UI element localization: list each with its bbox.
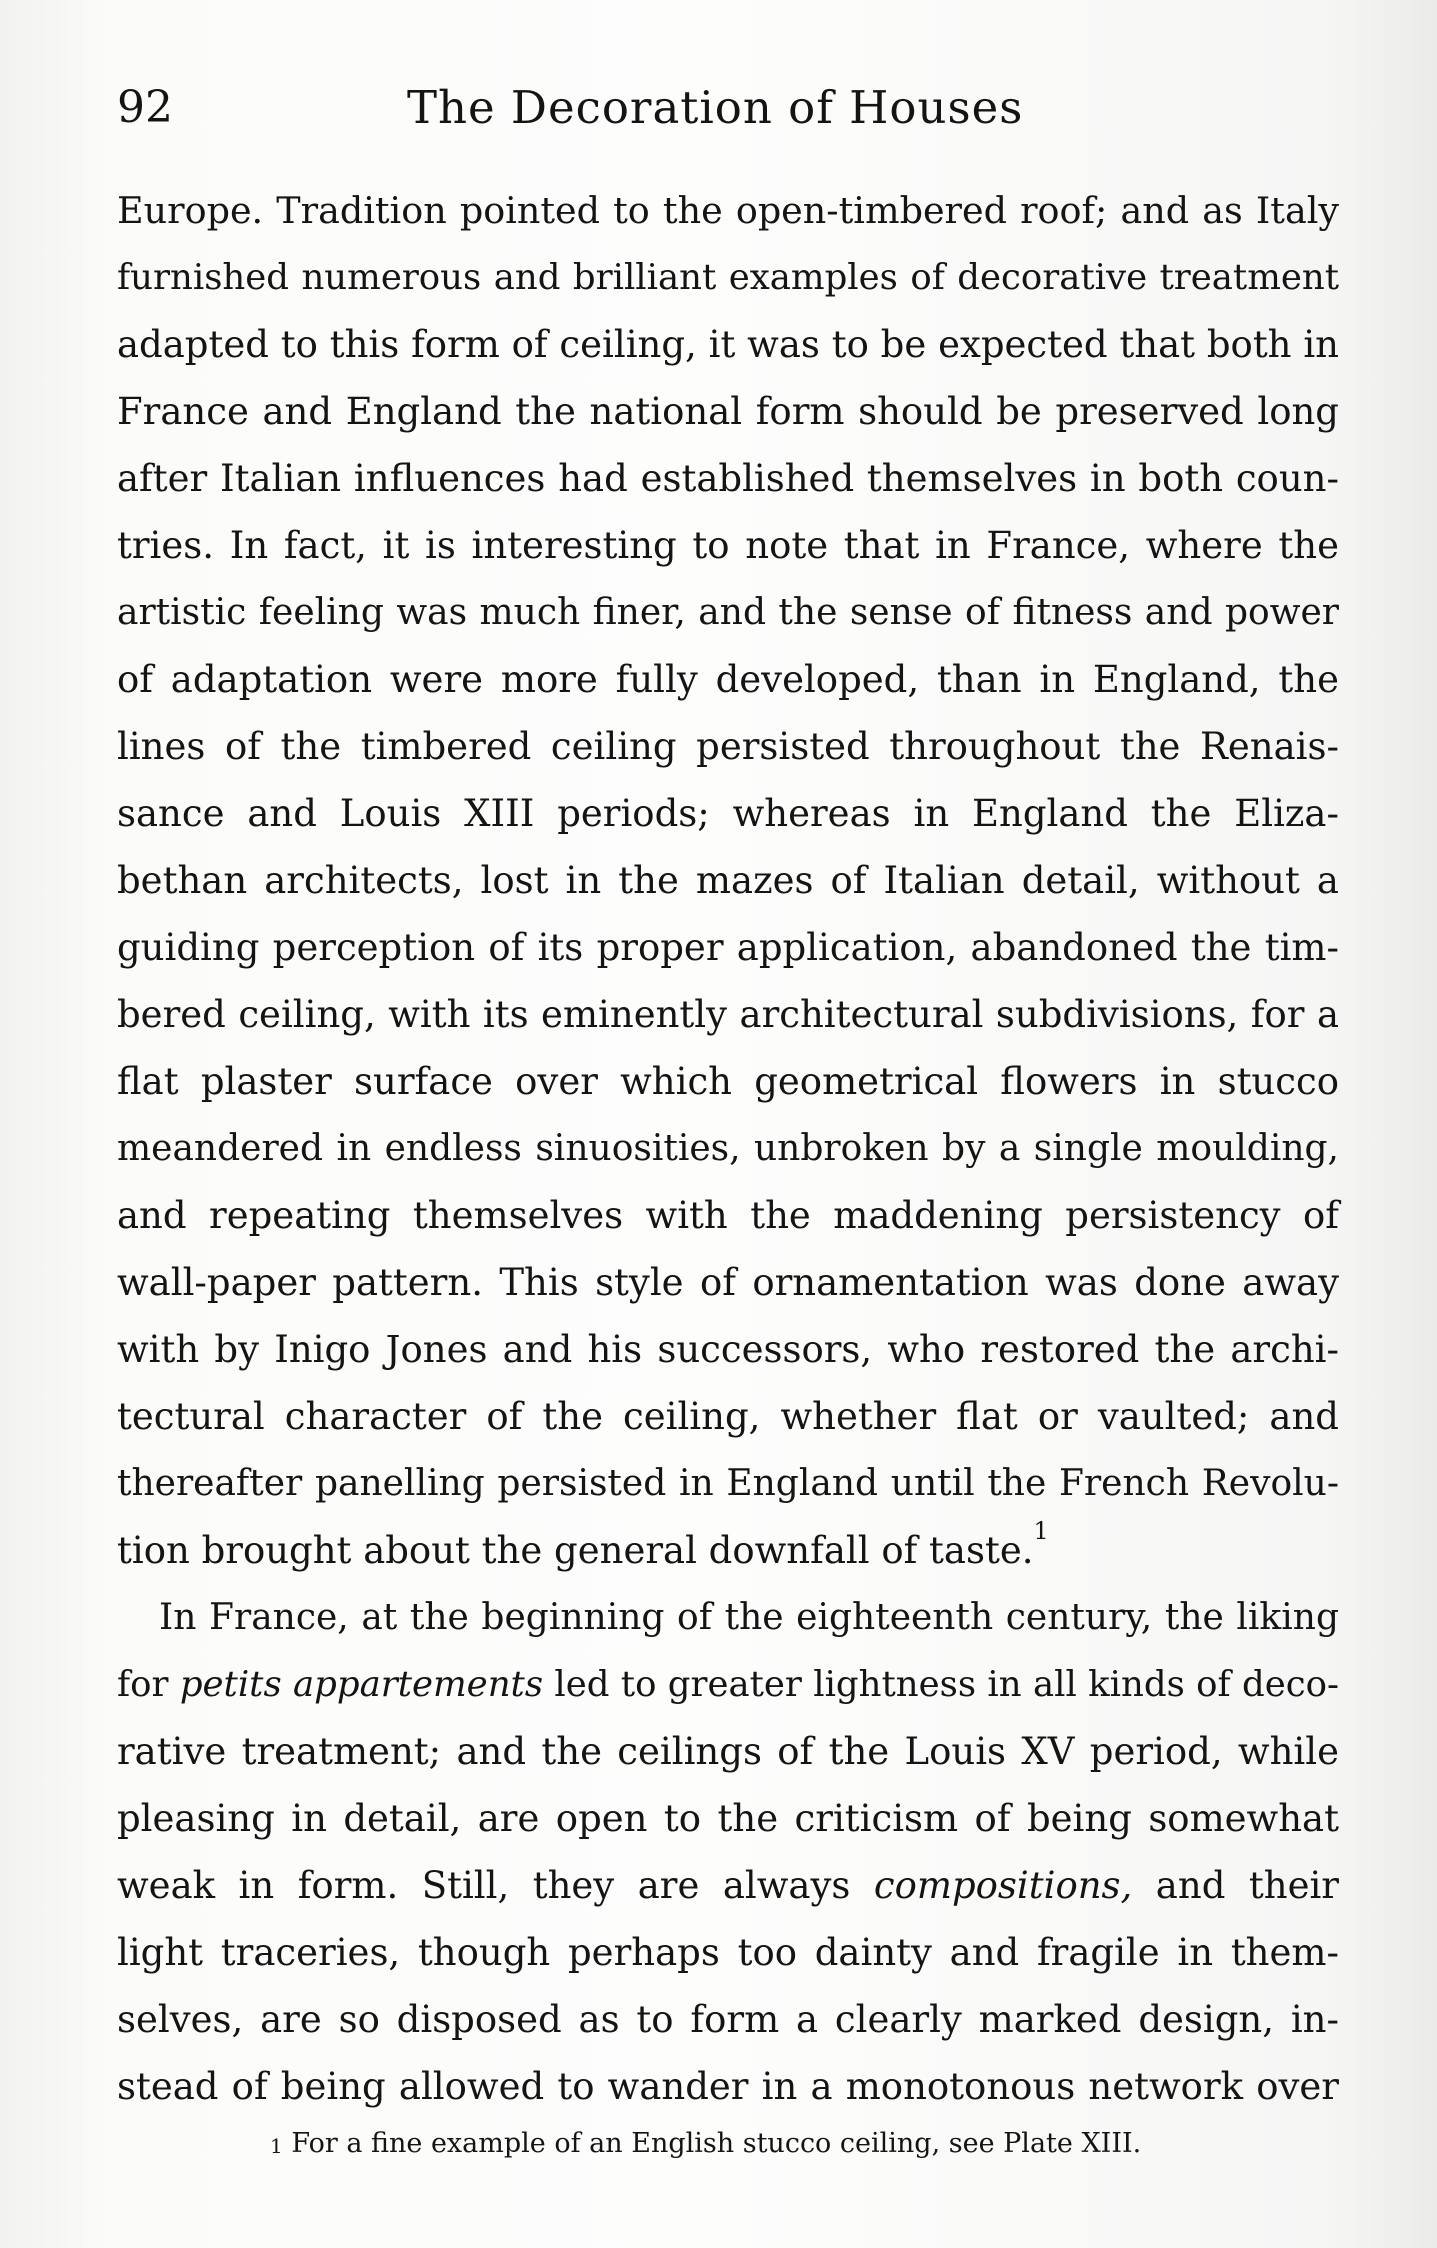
text-line: bethan architects, lost in the mazes of Italian detail, without a — [117, 859, 1339, 902]
text-line: wall-paper pattern. This style of ornamentation was done away — [117, 1261, 1339, 1304]
text-line — [117, 1852, 1339, 1919]
text-line: pleasing in detail, are open to the criticism of being somewhat — [117, 1797, 1339, 1840]
running-title: The Decoration of Houses — [407, 81, 1024, 134]
footnote-marker: 1 — [270, 2134, 283, 2158]
text-line: guiding perception of its proper application, abandoned the tim- — [117, 926, 1339, 969]
italic-term: petits appartements — [179, 1664, 544, 1705]
text-line: flat plaster surface over which geometrical flowers in stucco — [117, 1060, 1339, 1103]
text-line: light traceries, though perhaps too dainty and fragile in them- — [117, 1931, 1339, 1974]
footnote — [270, 2124, 1141, 2164]
italic-term: compositions, — [873, 1864, 1133, 1907]
text-segment: tion brought about the general downfall of taste. — [117, 1529, 1034, 1572]
footnote-text: For a fine example of an English stucco ceiling, see Plate XIII. — [282, 2128, 1142, 2159]
text-line: tectural character of the ceiling, whether flat or vaulted; and — [117, 1395, 1339, 1438]
text-line: tries. In fact, it is interesting to note that in France, where the — [117, 524, 1339, 567]
footnote-reference: 1 — [1033, 1517, 1049, 1545]
text-line-paragraph-start: In France, at the beginning of the eighteenth century, the liking — [159, 1597, 1339, 1638]
text-line: after Italian influences had established themselves in both coun- — [117, 457, 1339, 500]
text-line: bered ceiling, with its eminently architectural subdivisions, for a — [117, 993, 1339, 1036]
running-head — [117, 78, 1339, 138]
page-number: 92 — [117, 82, 173, 133]
text-line: lines of the timbered ceiling persisted throughout the Renais- — [117, 725, 1339, 768]
text-line: meandered in endless sinuosities, unbroken by a single moulding, — [117, 1128, 1339, 1169]
text-line: rative treatment; and the ceilings of the Louis XV period, while — [117, 1730, 1339, 1773]
body-text — [117, 177, 1339, 2120]
text-segment: weak in form. Still, they are always — [117, 1864, 874, 1907]
text-segment: and their — [1132, 1864, 1339, 1907]
text-line: artistic feeling was much finer, and the sense of fitness and power — [117, 592, 1339, 633]
text-line: sance and Louis XIII periods; whereas in England the Eliza- — [117, 792, 1339, 835]
text-line: selves, are so disposed as to form a clearly marked design, in- — [117, 1998, 1339, 2041]
text-line: thereafter panelling persisted in England until the French Revolu- — [117, 1463, 1339, 1504]
text-line: adapted to this form of ceiling, it was to be expected that both in — [117, 323, 1339, 366]
text-line: Europe. Tradition pointed to the open-timbered roof; and as Italy — [117, 189, 1339, 232]
text-line: of adaptation were more fully developed, than in England, the — [117, 658, 1339, 701]
text-line: stead of being allowed to wander in a monotonous network over — [117, 2065, 1339, 2108]
text-line: furnished numerous and brilliant examples of decorative treatment — [117, 257, 1339, 298]
text-line — [117, 1651, 1339, 1718]
text-line: with by Inigo Jones and his successors, who restored the archi- — [117, 1328, 1339, 1371]
text-segment: led to greater lightness in all kinds of deco- — [543, 1664, 1339, 1705]
text-segment: for — [117, 1664, 180, 1705]
text-line: France and England the national form should be preserved long — [117, 390, 1339, 433]
text-line: and repeating themselves with the maddening persistency of — [117, 1194, 1339, 1237]
text-line-paragraph-end — [117, 1517, 1339, 1584]
